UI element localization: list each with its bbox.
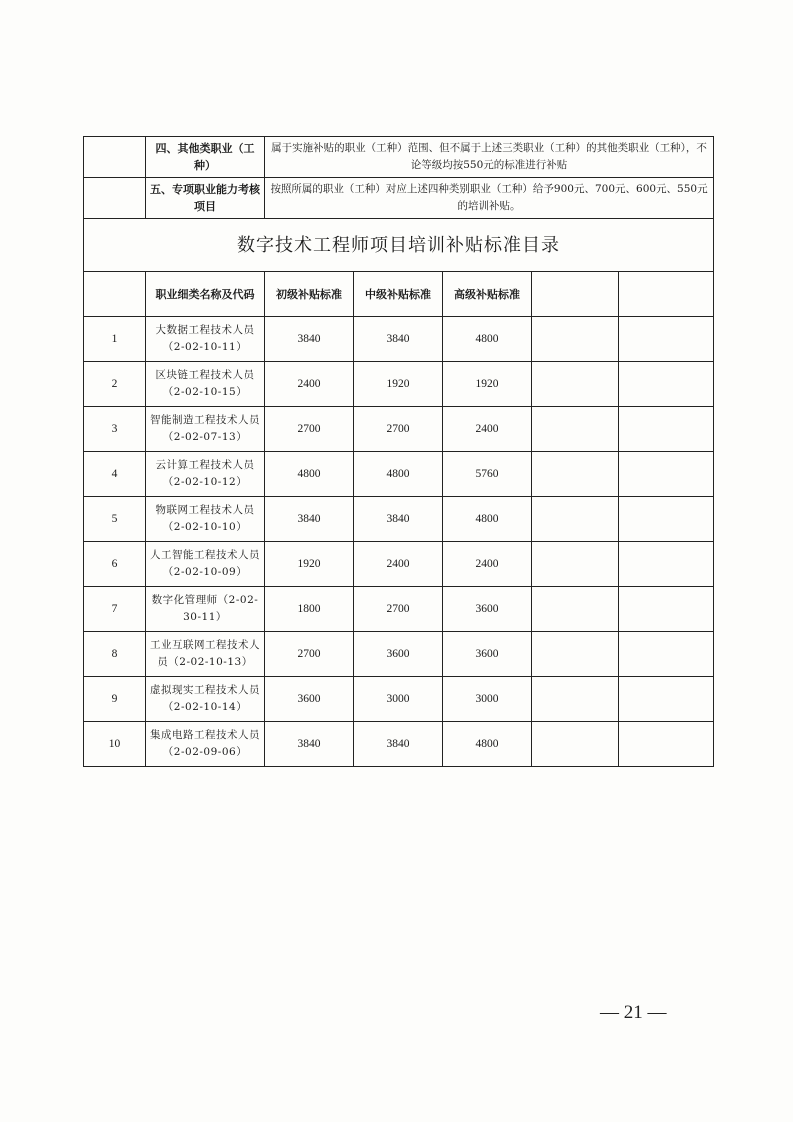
table-row: [84, 632, 714, 677]
intermediate-subsidy: 3840: [354, 497, 443, 542]
intermediate-subsidy: 3000: [354, 677, 443, 722]
empty-cell: [532, 677, 619, 722]
table-title: 数字技术工程师项目培训补贴标准目录: [84, 219, 714, 272]
category-name: 四、其他类职业（工种）: [146, 137, 265, 178]
primary-subsidy: 3600: [265, 677, 354, 722]
occupation-name: 大数据工程技术人员（2-02-10-11）: [146, 317, 265, 362]
occupation-name: 数字化管理师（2-02-30-11）: [146, 587, 265, 632]
row-number: 8: [84, 632, 146, 677]
occupation-name: 工业互联网工程技术人员（2-02-10-13）: [146, 632, 265, 677]
empty-cell: [532, 317, 619, 362]
header-advanced: 高级补贴标准: [443, 272, 532, 317]
header-empty: [532, 272, 619, 317]
row-number: 4: [84, 452, 146, 497]
empty-cell: [619, 677, 714, 722]
intermediate-subsidy: 3840: [354, 317, 443, 362]
empty-cell: [84, 178, 146, 219]
table-row: [84, 497, 714, 542]
table-row: [84, 677, 714, 722]
category-description: 属于实施补贴的职业（工种）范围、但不属于上述三类职业（工种）的其他类职业（工种），不论等级均按550元的标准进行补贴: [265, 137, 714, 178]
primary-subsidy: 4800: [265, 452, 354, 497]
advanced-subsidy: 1920: [443, 362, 532, 407]
empty-cell: [532, 722, 619, 767]
table-row: [84, 362, 714, 407]
advanced-subsidy: 4800: [443, 317, 532, 362]
intermediate-subsidy: 3600: [354, 632, 443, 677]
primary-subsidy: 1920: [265, 542, 354, 587]
primary-subsidy: 2400: [265, 362, 354, 407]
occupation-name: 云计算工程技术人员（2-02-10-12）: [146, 452, 265, 497]
empty-cell: [532, 632, 619, 677]
table-row: [84, 587, 714, 632]
header-occupation: 职业细类名称及代码: [146, 272, 265, 317]
table-row: [84, 317, 714, 362]
intermediate-subsidy: 2700: [354, 587, 443, 632]
empty-cell: [619, 587, 714, 632]
intermediate-subsidy: 2400: [354, 542, 443, 587]
header-row: [84, 272, 714, 317]
occupation-name: 智能制造工程技术人员（2-02-07-13）: [146, 407, 265, 452]
empty-cell: [532, 542, 619, 587]
empty-cell: [619, 722, 714, 767]
title-row: [84, 219, 714, 272]
empty-cell: [619, 542, 714, 587]
intermediate-subsidy: 3840: [354, 722, 443, 767]
category-row: [84, 178, 714, 219]
occupation-name: 物联网工程技术人员（2-02-10-10）: [146, 497, 265, 542]
header-empty: [619, 272, 714, 317]
row-number: 1: [84, 317, 146, 362]
empty-cell: [532, 362, 619, 407]
row-number: 6: [84, 542, 146, 587]
header-number: [84, 272, 146, 317]
row-number: 5: [84, 497, 146, 542]
advanced-subsidy: 4800: [443, 497, 532, 542]
empty-cell: [619, 317, 714, 362]
advanced-subsidy: 3600: [443, 632, 532, 677]
primary-subsidy: 3840: [265, 317, 354, 362]
empty-cell: [619, 362, 714, 407]
primary-subsidy: 1800: [265, 587, 354, 632]
empty-cell: [619, 497, 714, 542]
table-row: [84, 452, 714, 497]
subsidy-table: [83, 136, 714, 767]
advanced-subsidy: 2400: [443, 542, 532, 587]
table-row: [84, 542, 714, 587]
empty-cell: [619, 632, 714, 677]
occupation-name: 虚拟现实工程技术人员（2-02-10-14）: [146, 677, 265, 722]
category-row: [84, 137, 714, 178]
category-name: 五、专项职业能力考核项目: [146, 178, 265, 219]
primary-subsidy: 2700: [265, 407, 354, 452]
row-number: 7: [84, 587, 146, 632]
empty-cell: [532, 497, 619, 542]
occupation-name: 人工智能工程技术人员（2-02-10-09）: [146, 542, 265, 587]
advanced-subsidy: 5760: [443, 452, 532, 497]
row-number: 3: [84, 407, 146, 452]
page-number: — 21 —: [600, 1002, 667, 1023]
table-body: [84, 137, 714, 767]
advanced-subsidy: 3600: [443, 587, 532, 632]
table-row: [84, 722, 714, 767]
empty-cell: [619, 407, 714, 452]
advanced-subsidy: 3000: [443, 677, 532, 722]
category-description: 按照所属的职业（工种）对应上述四种类别职业（工种）给予900元、700元、600元、550元的培训补贴。: [265, 178, 714, 219]
empty-cell: [532, 452, 619, 497]
intermediate-subsidy: 4800: [354, 452, 443, 497]
row-number: 10: [84, 722, 146, 767]
empty-cell: [619, 452, 714, 497]
occupation-name: 区块链工程技术人员（2-02-10-15）: [146, 362, 265, 407]
primary-subsidy: 3840: [265, 497, 354, 542]
row-number: 2: [84, 362, 146, 407]
empty-cell: [532, 587, 619, 632]
header-primary: 初级补贴标准: [265, 272, 354, 317]
advanced-subsidy: 2400: [443, 407, 532, 452]
intermediate-subsidy: 2700: [354, 407, 443, 452]
empty-cell: [532, 407, 619, 452]
row-number: 9: [84, 677, 146, 722]
empty-cell: [84, 137, 146, 178]
header-intermediate: 中级补贴标准: [354, 272, 443, 317]
intermediate-subsidy: 1920: [354, 362, 443, 407]
advanced-subsidy: 4800: [443, 722, 532, 767]
primary-subsidy: 2700: [265, 632, 354, 677]
primary-subsidy: 3840: [265, 722, 354, 767]
occupation-name: 集成电路工程技术人员（2-02-09-06）: [146, 722, 265, 767]
table-row: [84, 407, 714, 452]
